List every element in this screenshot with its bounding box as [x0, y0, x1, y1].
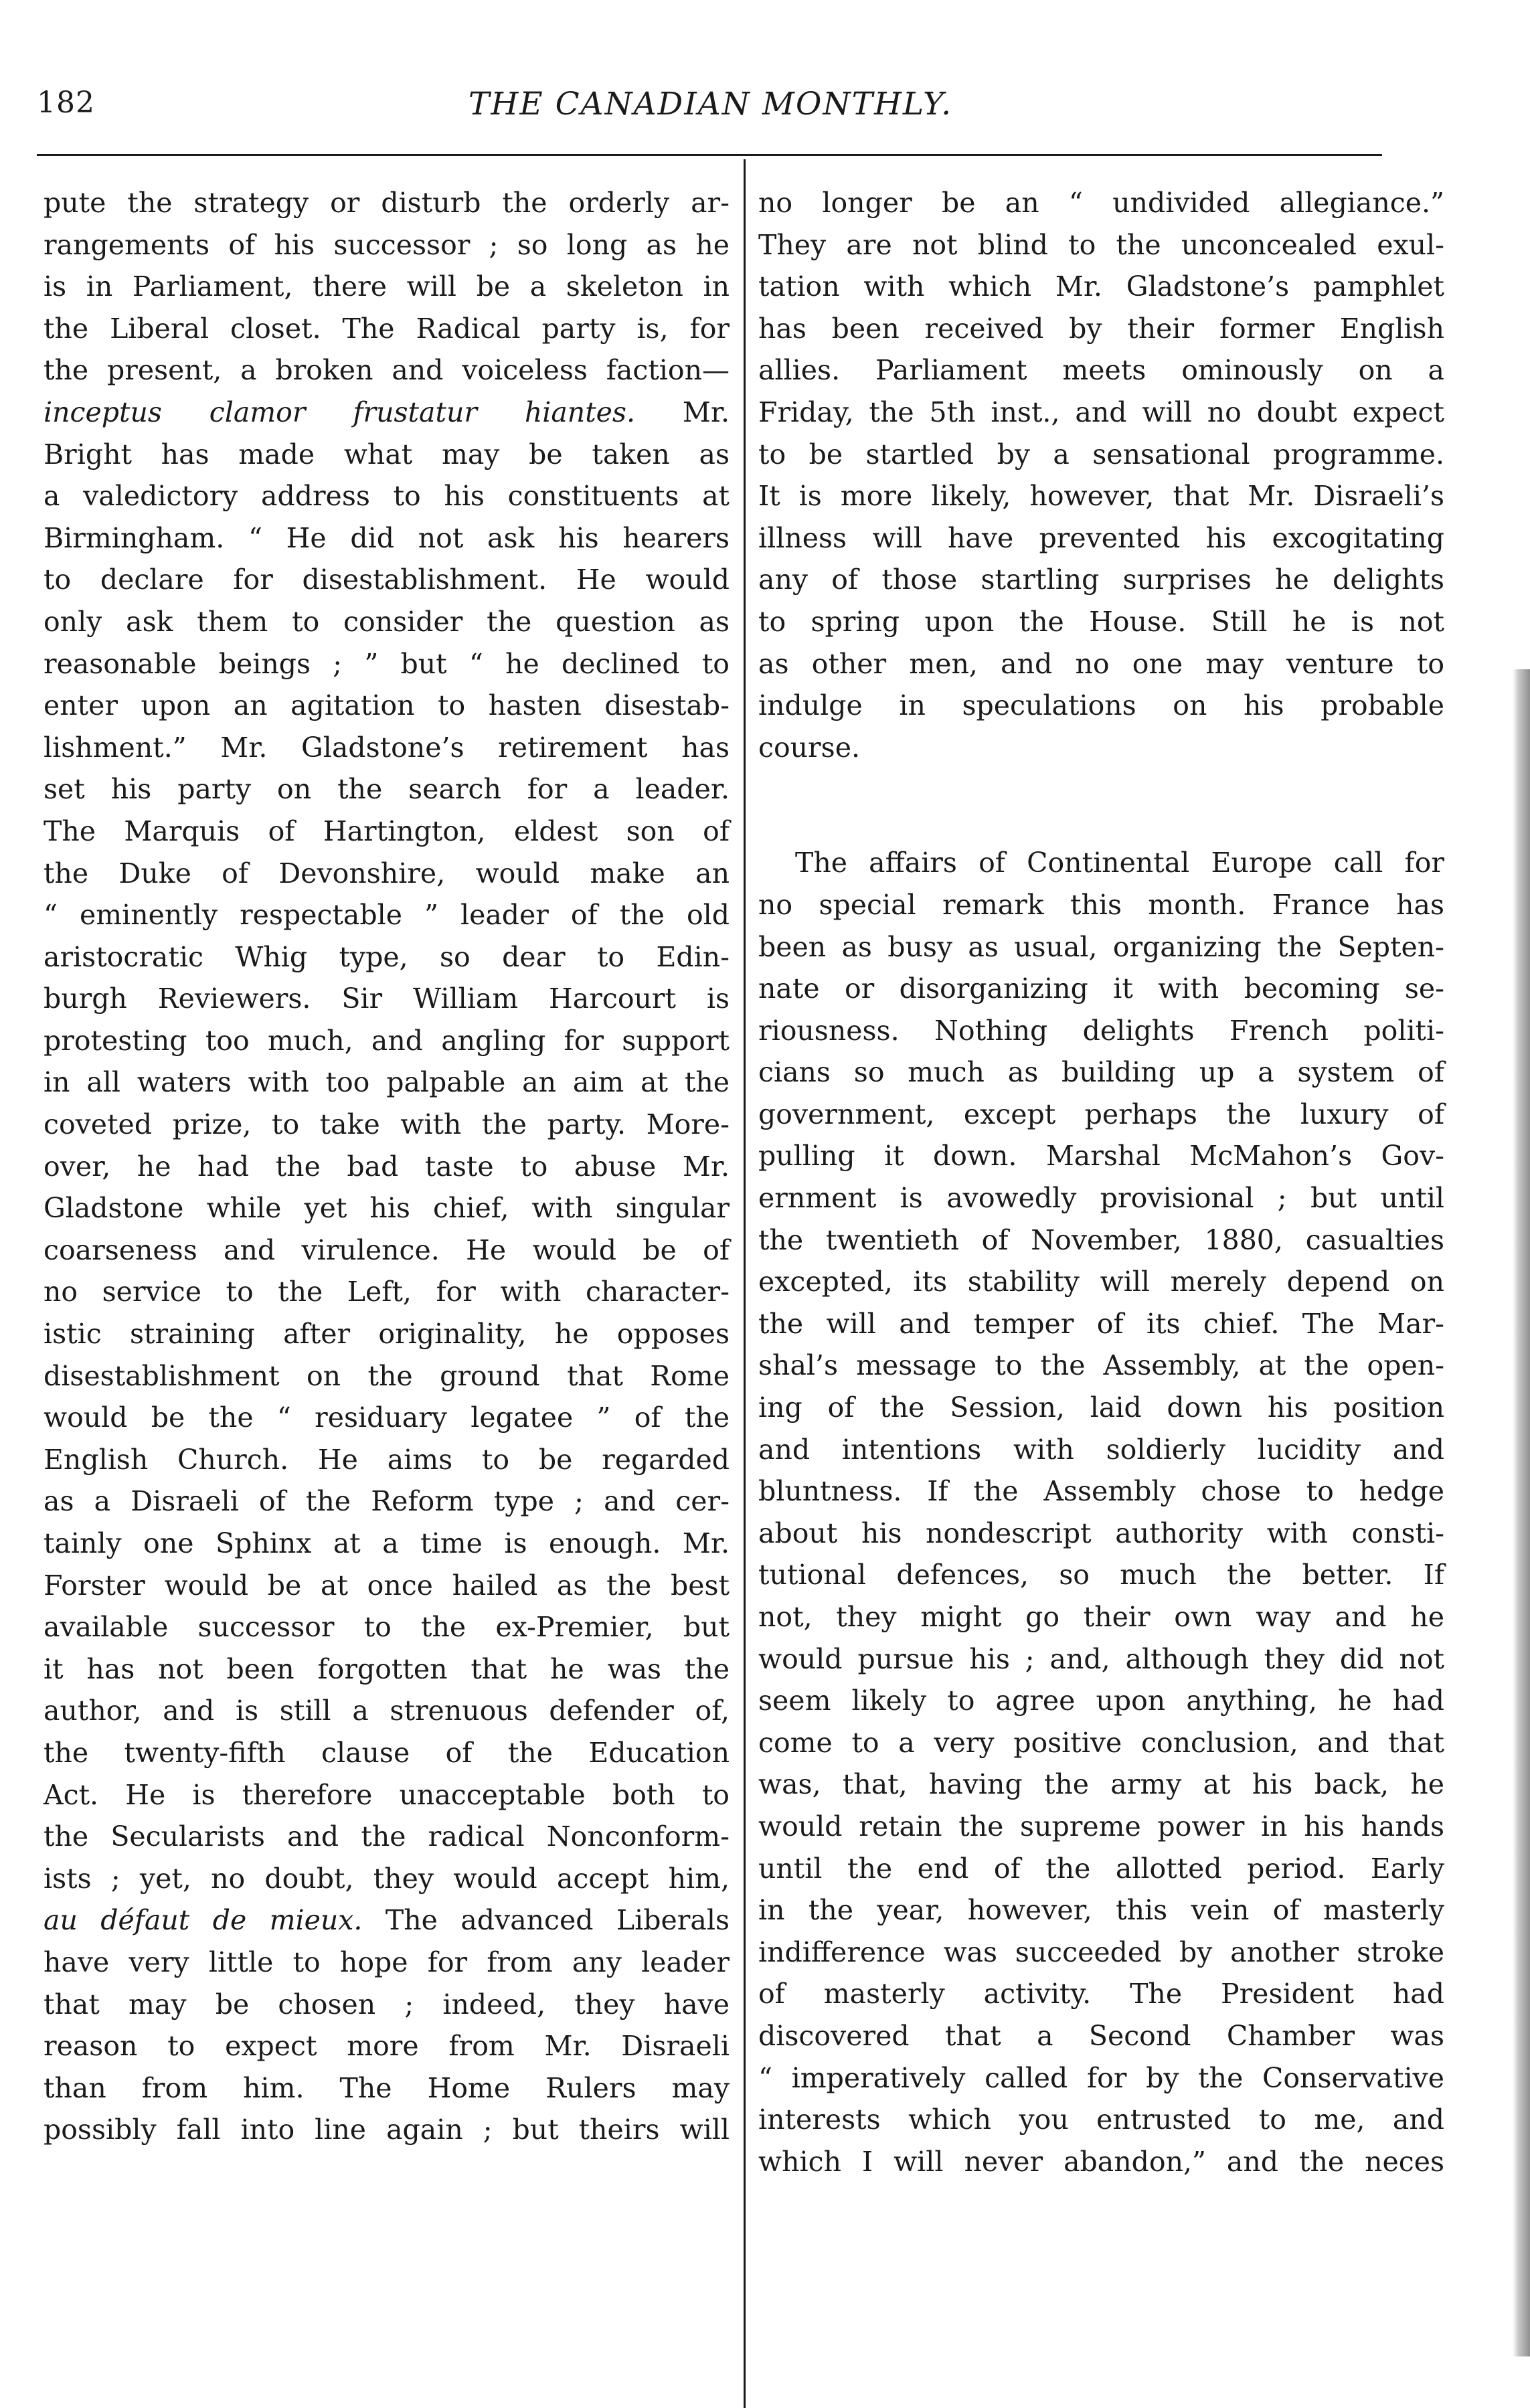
- line-text: Mr.: [635, 396, 730, 428]
- text-line: the Secularists and the radical Nonconform-: [44, 1820, 730, 1853]
- text-line: pulling it down. Marshal McMahon’s Gov-: [758, 1140, 1444, 1173]
- text-line: Act. He is therefore unacceptable both to: [44, 1778, 730, 1811]
- text-line: tutional defences, so much the better. If: [758, 1559, 1444, 1592]
- text-line: in all waters with too palpable an aim at the: [44, 1066, 730, 1099]
- text-line: no special remark this month. France has: [758, 888, 1444, 921]
- text-line: that may be chosen ; indeed, they have: [44, 1988, 730, 2020]
- text-line: available successor to the ex-Premier, but: [44, 1611, 730, 1644]
- text-line: discovered that a Second Chamber was: [758, 2019, 1444, 2052]
- text-line: cians so much as building up a system of: [758, 1056, 1444, 1089]
- text-line: allies. Parliament meets ominously on a: [758, 354, 1444, 387]
- text-line: tainly one Sphinx at a time is enough. Mr.: [44, 1527, 730, 1559]
- text-line: “ imperatively called for by the Conservative: [758, 2061, 1444, 2094]
- scan-edge-shadow: [1513, 669, 1530, 2356]
- text-line: Forster would be at once hailed as the best: [44, 1569, 730, 1602]
- text-line: which I will never abandon,” and the neces: [758, 2145, 1444, 2178]
- text-line: any of those startling surprises he delights: [758, 564, 1444, 596]
- text-line: nate or disorganizing it with becoming se-: [758, 972, 1444, 1005]
- text-line: as a Disraeli of the Reform type ; and cer-: [44, 1485, 730, 1518]
- text-line: a valedictory address to his constituents at: [44, 480, 730, 513]
- italic-text: au défaut de mieux.: [44, 1904, 363, 1937]
- italic-text: inceptus clamor frustatur hiantes.: [44, 396, 636, 428]
- line-text: The advanced Liberals: [362, 1904, 730, 1937]
- text-line: than from him. The Home Rulers may: [44, 2071, 730, 2104]
- text-line: protesting too much, and angling for support: [44, 1024, 730, 1057]
- text-line: government, except perhaps the luxury of: [758, 1098, 1444, 1130]
- text-line: Bright has made what may be taken as: [44, 438, 730, 470]
- text-line: until the end of the allotted period. Early: [758, 1852, 1444, 1885]
- header-rule: [37, 154, 1382, 156]
- text-line: interests which you entrusted to me, and: [758, 2103, 1444, 2136]
- text-line: “ eminently respectable ” leader of the old: [44, 899, 730, 932]
- text-line: shal’s message to the Assembly, at the open-: [758, 1349, 1444, 1382]
- text-line: Gladstone while yet his chief, with singular: [44, 1192, 730, 1225]
- text-line: been as busy as usual, organizing the Septen-: [758, 930, 1444, 963]
- text-line: the present, a broken and voiceless faction—: [44, 354, 730, 387]
- text-line: [44, 392, 730, 434]
- text-line: possibly fall into line again ; but theirs will: [44, 2114, 730, 2146]
- text-line: indifference was succeeded by another stroke: [758, 1936, 1444, 1968]
- text-line: reasonable beings ; ” but “ he declined to: [44, 647, 730, 680]
- text-line: lishment.” Mr. Gladstone’s retirement has: [44, 731, 730, 764]
- text-line: was, that, having the army at his back, he: [758, 1768, 1444, 1801]
- text-line: in the year, however, this vein of masterly: [758, 1894, 1444, 1927]
- text-line: to declare for disestablishment. He would: [44, 564, 730, 596]
- text-line: coveted prize, to take with the party. More-: [44, 1108, 730, 1141]
- text-line: come to a very positive conclusion, and that: [758, 1726, 1444, 1759]
- text-line: They are not blind to the unconcealed exul-: [758, 228, 1444, 261]
- text-line: disestablishment on the ground that Rome: [44, 1359, 730, 1392]
- text-line: not, they might go their own way and he: [758, 1601, 1444, 1633]
- text-line: ing of the Session, laid down his position: [758, 1391, 1444, 1424]
- text-line: the will and temper of its chief. The Mar-: [758, 1307, 1444, 1340]
- text-line: riousness. Nothing delights French politi-: [758, 1014, 1444, 1047]
- text-line: it has not been forgotten that he was the: [44, 1652, 730, 1685]
- text-line: ernment is avowedly provisional ; but until: [758, 1182, 1444, 1215]
- text-line: bluntness. If the Assembly chose to hedge: [758, 1475, 1444, 1508]
- text-line: coarseness and virulence. He would be of: [44, 1233, 730, 1266]
- text-line: of masterly activity. The President had: [758, 1978, 1444, 2010]
- text-line: Friday, the 5th inst., and will no doubt expect: [758, 396, 1444, 428]
- text-line: seem likely to agree upon anything, he had: [758, 1685, 1444, 1717]
- text-line: the twentieth of November, 1880, casualties: [758, 1223, 1444, 1256]
- text-line: English Church. He aims to be regarded: [44, 1443, 730, 1476]
- text-line: the twenty-fifth clause of the Education: [44, 1736, 730, 1769]
- column-rule: [744, 159, 746, 2408]
- text-line: reason to expect more from Mr. Disraeli: [44, 2030, 730, 2063]
- text-line: to be startled by a sensational programme.: [758, 438, 1444, 470]
- text-line: as other men, and no one may venture to: [758, 647, 1444, 680]
- text-line: aristocratic Whig type, so dear to Edin-: [44, 940, 730, 973]
- text-line: only ask them to consider the question as: [44, 605, 730, 638]
- text-line: burgh Reviewers. Sir William Harcourt is: [44, 982, 730, 1015]
- text-line: indulge in speculations on his probable: [758, 689, 1444, 722]
- running-title: THE CANADIAN MONTHLY.: [469, 86, 953, 122]
- text-line: illness will have prevented his excogitating: [758, 521, 1444, 554]
- text-line: the Duke of Devonshire, would make an: [44, 857, 730, 889]
- text-line: set his party on the search for a leader.: [44, 773, 730, 806]
- text-line: pute the strategy or disturb the orderly ar-: [44, 187, 730, 219]
- text-line: is in Parliament, there will be a skeleton in: [44, 270, 730, 303]
- page-number: 182: [37, 86, 95, 120]
- text-line: to spring upon the House. Still he is not: [758, 605, 1444, 638]
- text-line: have very little to hope for from any leader: [44, 1946, 730, 1978]
- right-column: [758, 182, 1444, 2182]
- text-line: excepted, its stability will merely depend on: [758, 1266, 1444, 1298]
- paragraph-gap: [758, 768, 1444, 842]
- text-line: and intentions with soldierly lucidity and: [758, 1433, 1444, 1466]
- text-line: has been received by their former English: [758, 312, 1444, 345]
- text-line: would be the “ residuary legatee ” of the: [44, 1401, 730, 1434]
- text-line: the Liberal closet. The Radical party is, for: [44, 312, 730, 345]
- text-line: The Marquis of Hartington, eldest son of: [44, 814, 730, 847]
- text-line: no service to the Left, for with character-: [44, 1276, 730, 1308]
- text-line: would retain the supreme power in his hands: [758, 1810, 1444, 1842]
- text-line: course.: [758, 731, 860, 764]
- text-line: istic straining after originality, he opposes: [44, 1318, 730, 1351]
- text-line: would pursue his ; and, although they did not: [758, 1642, 1444, 1675]
- text-line: enter upon an agitation to hasten disestab-: [44, 689, 730, 722]
- text-line: tation with which Mr. Gladstone’s pamphlet: [758, 270, 1444, 303]
- text-line: [44, 1899, 730, 1942]
- text-line: author, and is still a strenuous defender of,: [44, 1695, 730, 1727]
- text-line: Birmingham. “ He did not ask his hearers: [44, 521, 730, 554]
- text-line: about his nondescript authority with consti-: [758, 1517, 1444, 1549]
- text-line: The affairs of Continental Europe call for: [795, 847, 1444, 879]
- left-column: [44, 182, 730, 2151]
- text-line: It is more likely, however, that Mr. Disraeli’s: [758, 480, 1444, 513]
- text-line: rangements of his successor ; so long as he: [44, 228, 730, 261]
- text-line: over, he had the bad taste to abuse Mr.: [44, 1150, 730, 1183]
- text-line: ists ; yet, no doubt, they would accept him,: [44, 1862, 730, 1895]
- text-line: no longer be an “ undivided allegiance.”: [758, 187, 1444, 219]
